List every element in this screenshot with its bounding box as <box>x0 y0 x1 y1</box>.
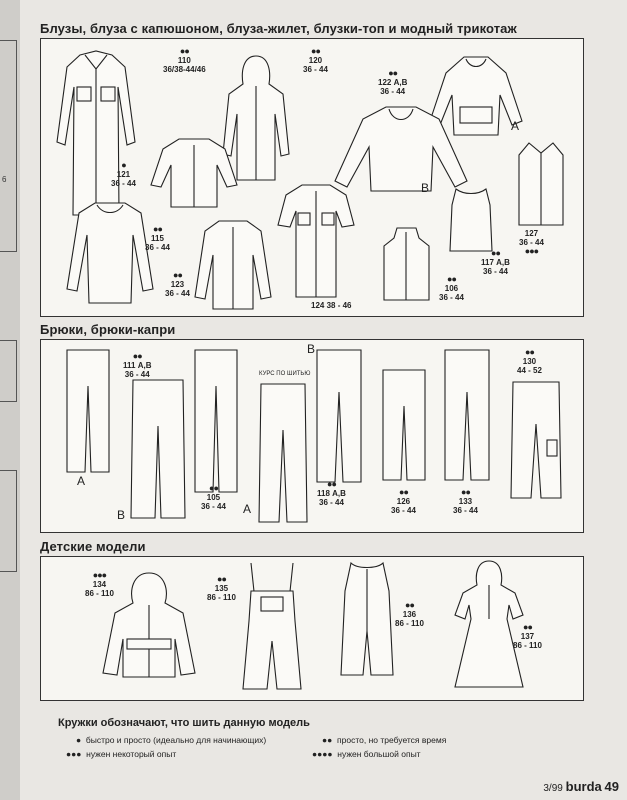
model-label-124: 124 38 - 46 <box>311 301 352 310</box>
model-label-117: ●● 117 А,В 36 - 44 <box>481 248 510 276</box>
model-label-130: ●● 130 44 - 52 <box>517 347 542 375</box>
difficulty-dots: ●●●● <box>312 749 333 759</box>
garment-sketch-126 <box>379 366 429 484</box>
model-label-111: ●● 111 А,В 36 - 44 <box>123 351 152 379</box>
model-label-122: ●● 122 А,В 36 - 44 <box>378 68 408 96</box>
garment-sketch-136 <box>337 561 397 679</box>
spine-frame <box>0 340 17 402</box>
legend-item-simple: ●● просто, но требуется время <box>322 735 447 745</box>
legend-title: Кружки обозначают, что шить данную модель <box>58 717 310 729</box>
difficulty-dots: ● <box>76 735 82 745</box>
garment-sketch-135 <box>237 561 307 693</box>
model-label-137: ●● 137 86 - 110 <box>513 622 542 650</box>
section-title-kids: Детские модели <box>40 539 146 554</box>
garment-sketch-115 <box>65 199 155 307</box>
sewing-course-label: КУРС ПО ШИТЬЮ <box>259 371 311 377</box>
legend-item-some: ●●● нужен некоторый опыт <box>66 749 177 759</box>
garment-sketch-105 <box>191 346 241 496</box>
garment-sketch-117a <box>446 185 496 255</box>
garment-sketch-118b <box>313 346 365 486</box>
model-label-126: ●● 126 36 - 44 <box>391 487 416 515</box>
model-label-127: 127 36 - 44 ●●● <box>519 229 544 256</box>
model-label-136: ●● 136 86 - 110 <box>395 600 424 628</box>
garment-sketch-106 <box>379 224 434 304</box>
garment-sketch-111a <box>63 346 113 476</box>
garment-sketch-124 <box>276 181 356 301</box>
garment-sketch-110 <box>55 47 137 219</box>
variant-letter-b: B <box>421 181 430 195</box>
section-title-blouses: Блузы, блуза с капюшоном, блуза-жилет, блузки-топ и модный трикотаж <box>40 21 517 36</box>
model-label-133: ●● 133 36 - 44 <box>453 487 478 515</box>
model-label-105: ●● 105 36 - 44 <box>201 483 226 511</box>
model-label-110: ●● 110 36/38-44/46 <box>163 46 206 74</box>
variant-letter-a: A <box>511 119 520 133</box>
garment-sketch-127 <box>511 139 571 229</box>
legend-item-easy: ● быстро и просто (идеально для начинающих) <box>76 735 267 745</box>
page-number: 49 <box>604 779 619 794</box>
garment-sketch-121 <box>149 135 239 210</box>
model-label-115: ●● 115 36 - 44 <box>145 224 170 252</box>
spine-fragment: 6 <box>2 175 7 184</box>
spine-frame <box>0 40 17 252</box>
trousers-letter-b-2: B <box>307 342 316 356</box>
previous-page-edge <box>0 0 21 800</box>
model-label-134: ●●● 134 86 - 110 <box>85 570 114 598</box>
section-title-trousers: Брюки, брюки-капри <box>40 322 176 337</box>
trousers-letter-b: B <box>117 508 126 522</box>
model-label-135: ●● 135 86 - 110 <box>207 574 236 602</box>
spine-frame <box>0 470 17 572</box>
model-label-106: ●● 106 36 - 44 <box>439 274 464 302</box>
issue-number: 3/99 <box>543 783 563 794</box>
kids-panel <box>40 556 584 701</box>
difficulty-dots: ●● <box>322 735 333 745</box>
trousers-letter-a-2: A <box>243 502 252 516</box>
garment-sketch-123 <box>193 217 273 312</box>
model-label-118: ●● 118 А,В 36 - 44 <box>317 479 346 507</box>
model-label-123: ●● 123 36 - 44 <box>165 270 190 298</box>
legend-item-much: ●●●● нужен большой опыт <box>312 749 421 759</box>
garment-sketch-118a <box>255 380 311 526</box>
garment-sketch-111b <box>127 376 189 522</box>
model-label-120: ●● 120 36 - 44 <box>303 46 328 74</box>
brand-name: burda <box>565 779 602 794</box>
garment-sketch-134 <box>99 569 199 681</box>
page-footer <box>543 779 619 794</box>
difficulty-dots: ●●● <box>66 749 82 759</box>
garment-sketch-133 <box>441 346 493 484</box>
model-label-121: ● 121 36 - 44 <box>111 160 136 188</box>
trousers-panel <box>40 339 584 533</box>
blouses-panel <box>40 38 584 317</box>
trousers-letter-a: A <box>77 474 86 488</box>
garment-sketch-130 <box>507 378 565 502</box>
